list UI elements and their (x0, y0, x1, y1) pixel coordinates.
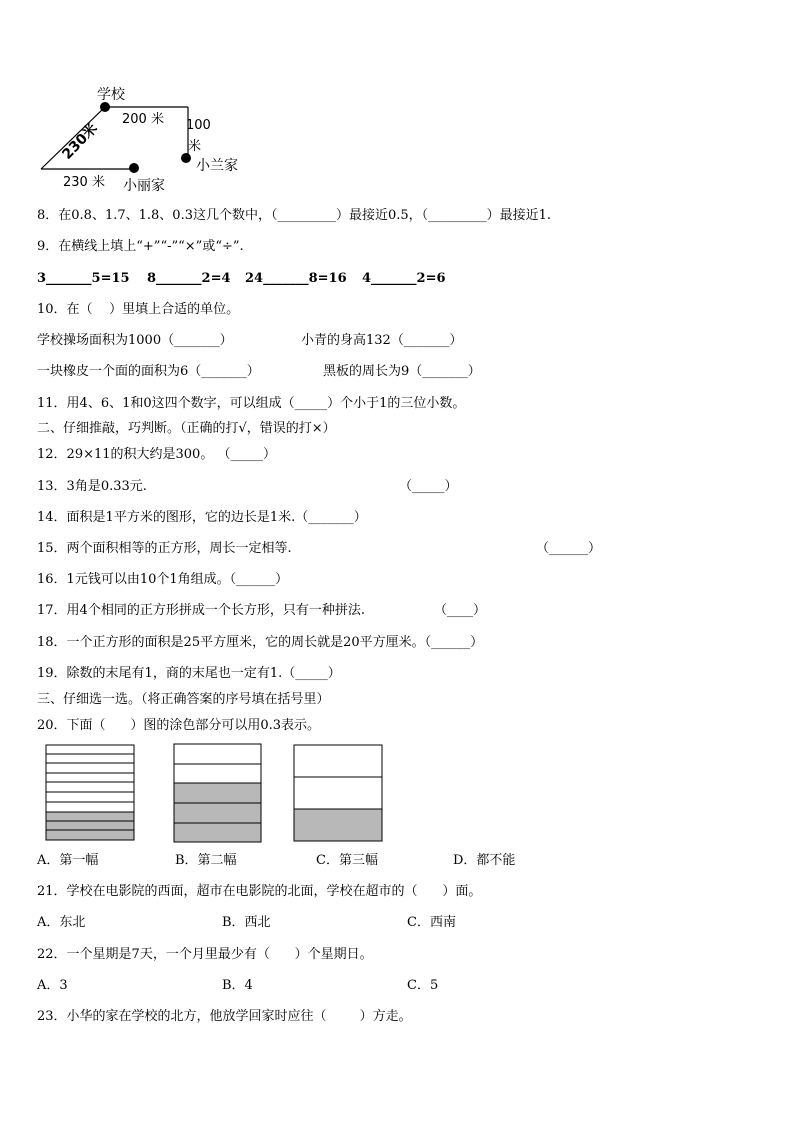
question-21: 21．学校在电影院的西面，超市在电影院的北面，学校在超市的（ ）面。 (37, 884, 482, 899)
label-dist-right-unit: 米 (188, 139, 202, 154)
q9-item-2: 8_______2=4 (147, 271, 231, 286)
question-15: 15．两个面积相等的正方形，周长一定相等. (37, 541, 292, 556)
q20-option-c: C．第三幅 (316, 853, 378, 868)
question-23: 23．小华的家在学校的北方，他放学回家时应往（ ）方走。 (37, 1009, 412, 1024)
q22-option-c: C．5 (407, 978, 439, 993)
q21-option-a: A．东北 (37, 915, 86, 930)
xiaoli-dot (129, 163, 139, 173)
q22-option-a: A．3 (37, 978, 68, 993)
label-school: 学校 (97, 87, 125, 103)
school-dot (100, 102, 110, 112)
section-2-heading: 二、仔细推敲，巧判断。（正确的打√，错误的打×） (37, 421, 336, 436)
question-16: 16．1元钱可以由10个1角组成。（______） (37, 572, 289, 587)
question-19: 19．除数的末尾有1，商的末尾也一定有1.（_____） (37, 666, 341, 681)
q20-figure-2 (172, 743, 264, 845)
label-dist-right-num: 100 (186, 118, 211, 133)
label-dist-diag: 230米 (59, 120, 101, 163)
q22-option-b: B．4 (222, 978, 253, 993)
question-20: 20．下面（ ）图的涂色部分可以用0.3表示。 (37, 718, 321, 733)
q20-figure-1 (45, 744, 137, 844)
question-8: 8．在0.8、1.7、1.8、0.3这几个数中，（_________）最接近0.5，（_________）最接近1. (37, 208, 552, 223)
fig2-shaded-4 (174, 803, 261, 823)
fig3-shaded-3 (294, 809, 382, 841)
question-18: 18．一个正方形的面积是25平方厘米，它的周长就是20平方厘米。（______） (37, 635, 484, 650)
label-xiaoli: 小丽家 (123, 178, 165, 194)
xiaolan-dot (181, 153, 191, 163)
question-10: 10．在（ ）里填上合适的单位。 (37, 302, 240, 317)
question-14: 14．面积是1平方米的图形，它的边长是1米.（_______） (37, 510, 367, 525)
q10-item-1: 学校操场面积为1000（_______） (37, 333, 233, 348)
question-17: 17．用4个相同的正方形拼成一个长方形，只有一种拼法. (37, 603, 365, 618)
q21-option-b: B．西北 (222, 915, 271, 930)
q10-item-4: 黑板的周长为9（_______） (323, 364, 481, 379)
q17-answer-blank: （____） (434, 603, 487, 618)
q20-figure-3 (292, 744, 386, 844)
section-3-heading: 三、仔细选一选。（将正确答案的序号填在括号里） (37, 692, 330, 707)
q20-option-a: A．第一幅 (37, 853, 99, 868)
fig1-shaded-9 (46, 821, 134, 830)
question-22: 22．一个星期是7天，一个月里最少有（ ）个星期日。 (37, 947, 373, 962)
q9-item-1: 3_______5=15 (37, 271, 130, 286)
q15-answer-blank: （______） (536, 541, 602, 556)
label-dist-top: 200 米 (122, 112, 164, 127)
q10-item-2: 小青的身高132（_______） (301, 333, 463, 348)
q10-item-3: 一块橡皮一个面的面积为6（_______） (37, 364, 260, 379)
question-12: 12．29×11的积大约是300。 （_____） (37, 447, 276, 462)
q9-item-3: 24_______8=16 (245, 271, 347, 286)
fig1-shaded-10 (46, 830, 134, 840)
q20-option-b: B．第二幅 (175, 853, 237, 868)
q9-item-4: 4_______2=6 (362, 271, 446, 286)
q13-answer-blank: （_____） (399, 479, 458, 494)
question-11: 11．用4、6、1和0这四个数字，可以组成（_____）个小于1的三位小数。 (37, 396, 466, 411)
question-13: 13．3角是0.33元. (37, 479, 147, 494)
label-xiaolan: 小兰家 (196, 158, 238, 174)
fig2-shaded-3 (174, 783, 261, 803)
fig2-shaded-5 (174, 823, 261, 842)
q20-option-d: D．都不能 (453, 853, 516, 868)
fig1-shaded-8 (46, 812, 134, 821)
q21-option-c: C．西南 (407, 915, 456, 930)
route-map-diagram (30, 80, 270, 195)
question-9: 9．在横线上填上“+”“-”“×”或“÷”. (37, 239, 244, 254)
label-dist-bottom: 230 米 (63, 175, 105, 190)
